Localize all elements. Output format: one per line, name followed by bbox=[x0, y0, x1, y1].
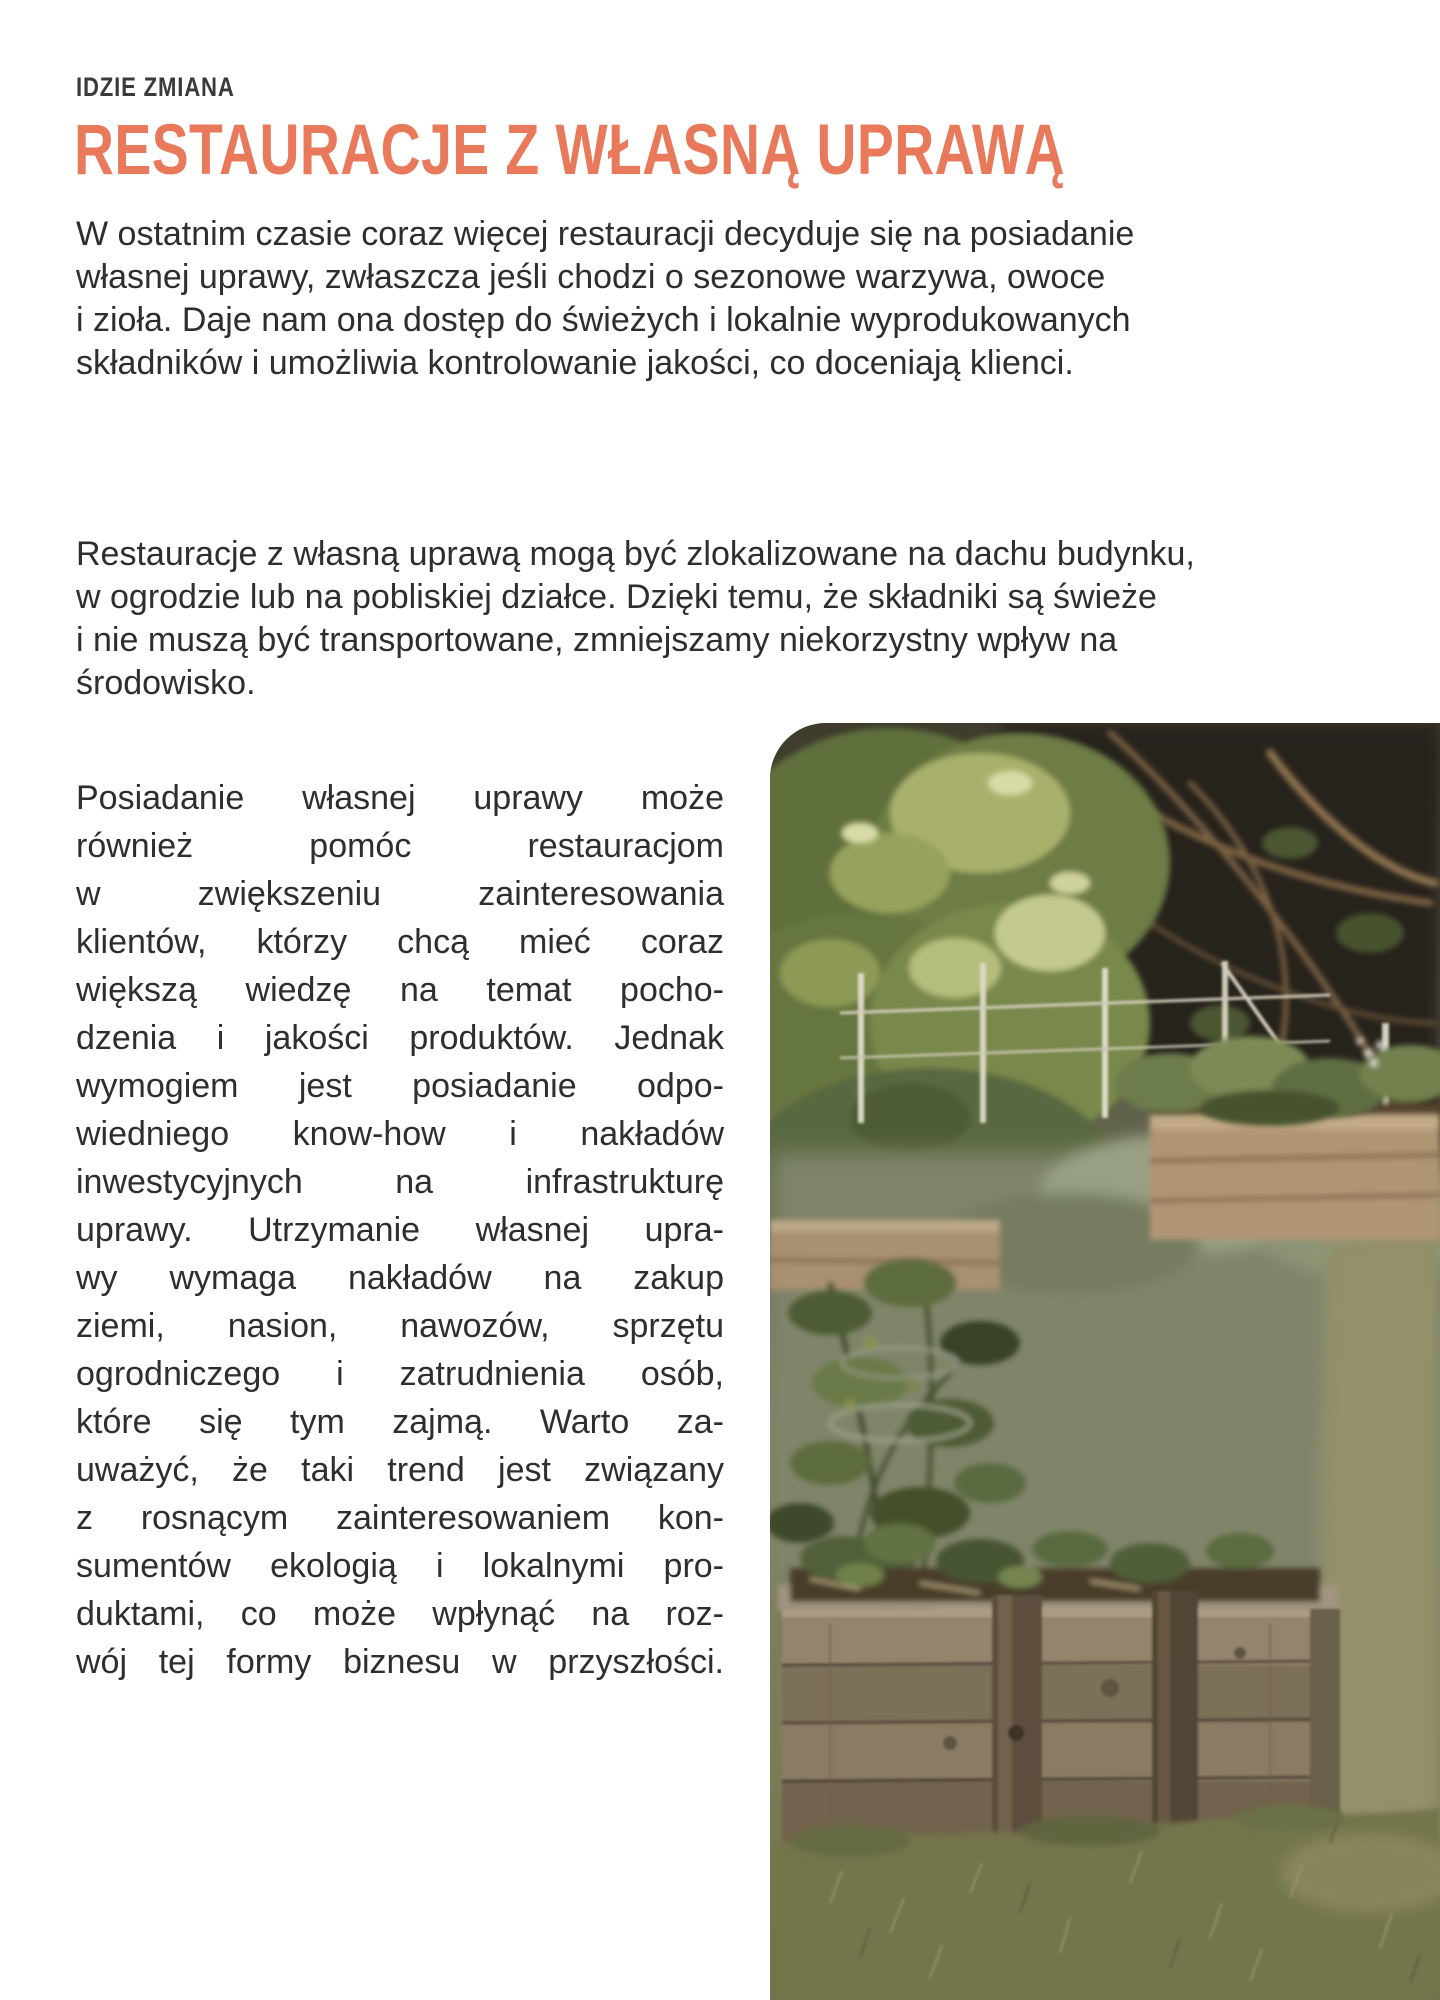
column-line: duktami, co może wpłynąć na roz- bbox=[76, 1595, 724, 1633]
column-line: wy wymaga nakładów na zakup bbox=[76, 1259, 724, 1297]
paragraph-line: W ostatnim czasie coraz więcej restauracji decyduje się na posiadanie bbox=[76, 215, 1135, 253]
column-line: klientów, którzy chcą mieć coraz bbox=[76, 923, 724, 961]
column-line: sumentów ekologią i lokalnymi pro- bbox=[76, 1547, 724, 1585]
intro-paragraph-1 bbox=[76, 213, 1416, 385]
column-line: większą wiedzę na temat pocho- bbox=[76, 971, 724, 1009]
column-line: w zwiększeniu zainteresowania bbox=[76, 875, 724, 913]
paragraph-line: w ogrodzie lub na pobliskiej działce. Dzięki temu, że składniki są świeże bbox=[76, 578, 1157, 616]
paragraph-line: własnej uprawy, zwłaszcza jeśli chodzi o sezonowe warzywa, owoce bbox=[76, 258, 1106, 296]
column-line: uprawy. Utrzymanie własnej upra- bbox=[76, 1211, 724, 1249]
paragraph-line: i zioła. Daje nam ona dostęp do świeżych i lokalnie wyprodukowanych bbox=[76, 301, 1131, 339]
paragraph-line: środowisko. bbox=[76, 664, 256, 702]
column-line: Posiadanie własnej uprawy może bbox=[76, 779, 724, 817]
column-line: wój tej formy biznesu w przyszłości. bbox=[76, 1643, 724, 1681]
garden-photo bbox=[770, 723, 1440, 2000]
column-line: inwestycyjnych na infrastrukturę bbox=[76, 1163, 724, 1201]
garden-photo-illustration bbox=[770, 723, 1440, 2000]
intro-paragraph-2 bbox=[76, 533, 1416, 705]
column-line: wiedniego know-how i nakładów bbox=[76, 1115, 724, 1153]
column-line: z rosnącym zainteresowaniem kon- bbox=[76, 1499, 724, 1537]
column-line: wymogiem jest posiadanie odpo- bbox=[76, 1067, 724, 1105]
paragraph-line: Restauracje z własną uprawą mogą być zlokalizowane na dachu budynku, bbox=[76, 535, 1195, 573]
kicker-text: IDZIE ZMIANA bbox=[76, 72, 235, 102]
page-title: RESTAURACJE Z WŁASNĄ UPRAWĄ bbox=[74, 111, 1065, 190]
column-line: które się tym zajmą. Warto za- bbox=[76, 1403, 724, 1441]
column-line: również pomóc restauracjom bbox=[76, 827, 724, 865]
body-column bbox=[76, 774, 724, 1686]
column-line: dzenia i jakości produktów. Jednak bbox=[76, 1019, 724, 1057]
column-line: uważyć, że taki trend jest związany bbox=[76, 1451, 724, 1489]
paragraph-line: składników i umożliwia kontrolowanie jakości, co doceniają klienci. bbox=[76, 344, 1074, 382]
column-line: ziemi, nasion, nawozów, sprzętu bbox=[76, 1307, 724, 1345]
paragraph-line: i nie muszą być transportowane, zmniejszamy niekorzystny wpływ na bbox=[76, 621, 1118, 659]
column-line: ogrodniczego i zatrudnienia osób, bbox=[76, 1355, 724, 1393]
